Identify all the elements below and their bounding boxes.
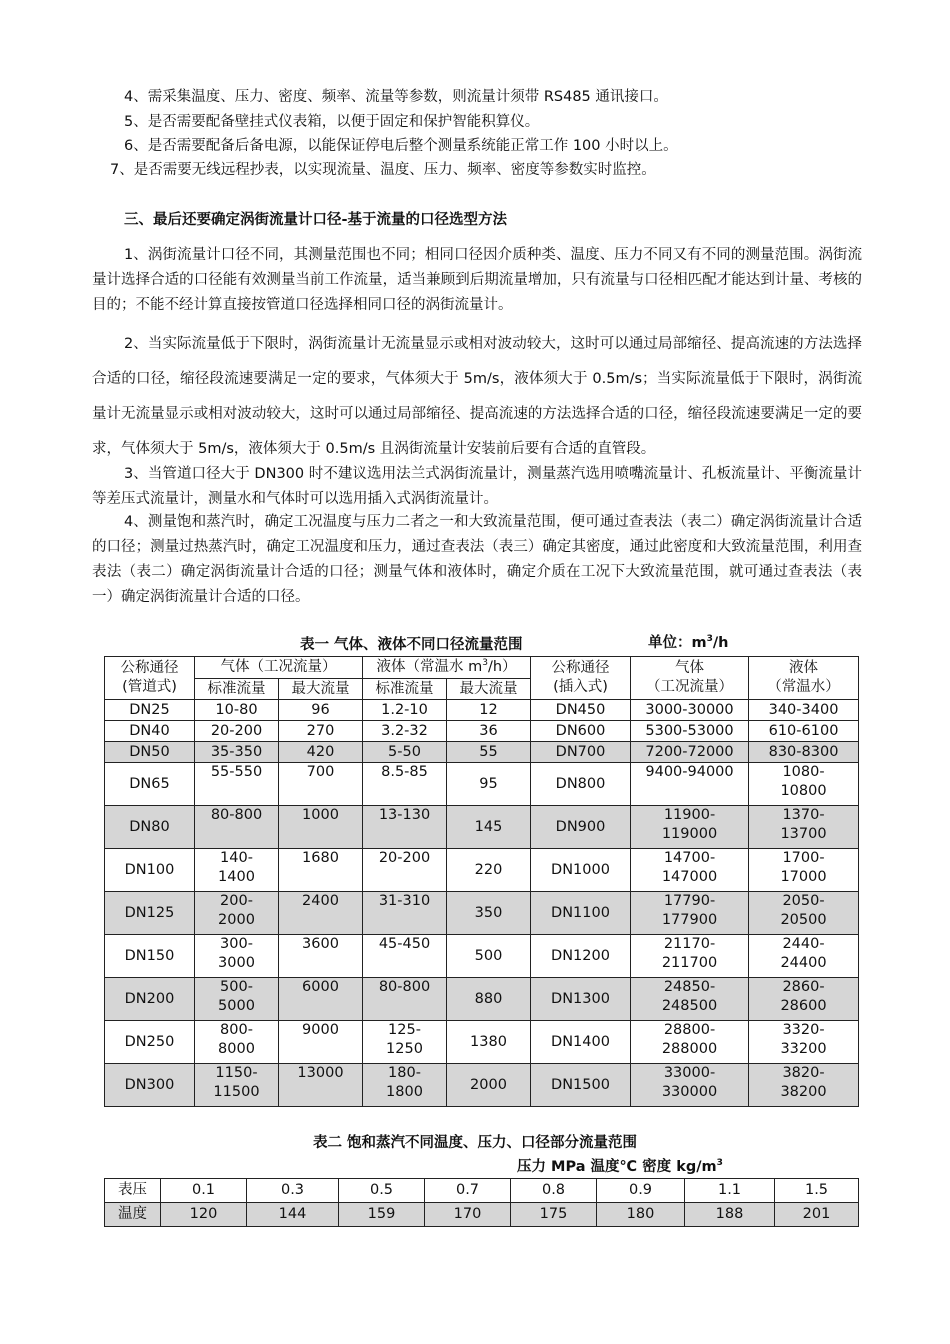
t1-gas-std-line: 55-550 bbox=[210, 764, 263, 780]
t1-liq-insert bbox=[749, 1064, 859, 1107]
t1-header-liq2 bbox=[749, 657, 859, 700]
t1-header-liquid-pre: 液体（常温水 m bbox=[376, 659, 483, 675]
t1-gas-insert-line: 211700 bbox=[661, 955, 718, 971]
t2-cell: 1.5 bbox=[775, 1179, 859, 1203]
t1-gas-insert bbox=[631, 700, 749, 721]
t1-dn-insert: DN1300 bbox=[531, 978, 631, 1021]
t1-dn: DN150 bbox=[105, 935, 195, 978]
t1-liq-insert-line: 610-6100 bbox=[768, 722, 839, 739]
t1-header-dn-l1: 公称通径 bbox=[120, 660, 179, 676]
t1-gas-std bbox=[195, 1021, 279, 1064]
t1-liq-insert-line: 3320- bbox=[782, 1022, 825, 1038]
paragraph-2: 2、当实际流量低于下限时，涡街流量计无流量显示或相对波动较大，这时可以通过局部缩径、提高流速的方法选择合适的口径，缩径段流速要满足一定的要求，气体须大于 5m/s，液体须大于 0.5m/s；当实际流量低于下限时，涡街流量计无流量显示或相对波动较大，这时可以通过局部缩径、提高流速的方法选择合适的口径，缩径段流速要满足一定的要求，气体须大于 5m/s，液体须大于 0.5m/s 且涡街流量计安装前后要有合适的直管段。 bbox=[92, 336, 862, 457]
table-row bbox=[105, 892, 859, 935]
table2-unit-sup: 3 bbox=[716, 1158, 723, 1169]
t1-liq-insert bbox=[749, 935, 859, 978]
t1-liq-insert-line: 10800 bbox=[780, 783, 827, 799]
t1-liq-insert bbox=[749, 849, 859, 892]
t1-gas-std-line: 20-200 bbox=[210, 722, 263, 739]
t1-liq-std-line: 20-200 bbox=[378, 850, 431, 866]
t1-liq-insert bbox=[749, 742, 859, 763]
t1-liq-std-line: 80-800 bbox=[378, 979, 431, 995]
t1-gas-std-line: 80-800 bbox=[210, 807, 263, 823]
t1-gas-std bbox=[195, 892, 279, 935]
t1-dn: DN25 bbox=[105, 700, 195, 721]
t1-sub-liq-max: 最大流量 bbox=[447, 679, 531, 700]
t1-gas-insert-line: 17790- bbox=[663, 893, 716, 909]
t1-header-gas: 气体（工况流量） bbox=[195, 657, 363, 679]
t1-header-dn-l2: (管道式) bbox=[122, 679, 177, 695]
t2-cell: 0.3 bbox=[247, 1179, 339, 1203]
t1-gas-insert bbox=[631, 892, 749, 935]
t1-liq-std bbox=[363, 978, 447, 1021]
t1-liq-max: 2000 bbox=[447, 1064, 531, 1107]
t1-header-gas2-l1: 气体 bbox=[675, 660, 705, 676]
t1-gas-insert-line: 9400-94000 bbox=[645, 764, 734, 780]
t1-gas-insert-line: 119000 bbox=[661, 826, 718, 842]
t1-sub-gas-std: 标准流量 bbox=[195, 679, 279, 700]
t2-cell: 1.1 bbox=[685, 1179, 775, 1203]
t1-gas-insert-line: 147000 bbox=[661, 869, 718, 885]
t1-gas-max: 6000 bbox=[279, 978, 363, 1021]
table-row bbox=[105, 763, 859, 806]
table2-unit bbox=[517, 1155, 723, 1176]
t1-dn: DN65 bbox=[105, 763, 195, 806]
t1-header-dn2-l2: (插入式) bbox=[553, 679, 608, 695]
t1-liq-std-line: 1.2-10 bbox=[381, 701, 428, 718]
t1-liq-std-line: 13-130 bbox=[378, 807, 431, 823]
t1-gas-std-line: 5000 bbox=[218, 998, 255, 1014]
t1-dn-insert: DN1000 bbox=[531, 849, 631, 892]
table-row bbox=[105, 721, 859, 742]
t1-gas-std bbox=[195, 935, 279, 978]
t1-liq-std bbox=[363, 721, 447, 742]
t1-gas-max: 3600 bbox=[279, 935, 363, 978]
t1-liq-std bbox=[363, 1064, 447, 1107]
t1-gas-max: 1000 bbox=[279, 806, 363, 849]
table1-unit-tail: /h bbox=[712, 635, 729, 651]
t1-gas-insert-line: 33000- bbox=[663, 1065, 716, 1081]
t1-liq-std bbox=[363, 742, 447, 763]
t1-liq-std-line: 1800 bbox=[386, 1084, 423, 1100]
t1-gas-insert bbox=[631, 763, 749, 806]
t1-liq-std bbox=[363, 806, 447, 849]
t2-cell: 180 bbox=[597, 1203, 685, 1227]
t1-liq-std bbox=[363, 849, 447, 892]
t1-liq-insert bbox=[749, 700, 859, 721]
t1-gas-insert-line: 11900- bbox=[663, 807, 716, 823]
t1-liq-std-line: 31-310 bbox=[378, 893, 431, 909]
paragraph-1: 1、涡街流量计口径不同，其测量范围也不同；相同口径因介质种类、温度、压力不同又有不同的测量范围。涡街流量计选择合适的口径能有效测量当前工作流量，适当兼顾到后期流量增加，只有流量与口径相匹配才能达到计量、考核的目的；不能不经计算直接按管道口径选择相同口径的涡街流量计。 bbox=[92, 247, 862, 313]
t1-liq-std bbox=[363, 1021, 447, 1064]
t1-liq-insert-line: 20500 bbox=[780, 912, 827, 928]
t1-liq-std-line: 8.5-85 bbox=[381, 764, 428, 780]
t1-dn: DN125 bbox=[105, 892, 195, 935]
t1-gas-insert-line: 14700- bbox=[663, 850, 716, 866]
t1-gas-max: 13000 bbox=[279, 1064, 363, 1107]
t1-gas-std-line: 800- bbox=[220, 1022, 253, 1038]
t1-gas-max: 1680 bbox=[279, 849, 363, 892]
t2-cell: 0.5 bbox=[339, 1179, 425, 1203]
t1-gas-insert bbox=[631, 978, 749, 1021]
t1-gas-std bbox=[195, 978, 279, 1021]
t2-cell: 175 bbox=[511, 1203, 597, 1227]
t1-liq-insert-line: 33200 bbox=[780, 1041, 827, 1057]
t1-liq-std bbox=[363, 700, 447, 721]
t2-cell: 144 bbox=[247, 1203, 339, 1227]
t1-gas-std-line: 300- bbox=[220, 936, 253, 952]
t1-gas-std-line: 500- bbox=[220, 979, 253, 995]
t1-dn-insert: DN450 bbox=[531, 700, 631, 721]
t1-dn: DN80 bbox=[105, 806, 195, 849]
table-row bbox=[105, 935, 859, 978]
table-row bbox=[105, 1203, 859, 1227]
t1-dn-insert: DN800 bbox=[531, 763, 631, 806]
t1-gas-max: 9000 bbox=[279, 1021, 363, 1064]
t1-gas-std bbox=[195, 1064, 279, 1107]
t1-gas-max: 420 bbox=[279, 742, 363, 763]
table1-unit-sup: 3 bbox=[706, 634, 713, 645]
top-item-4: 4、需采集温度、压力、密度、频率、流量等参数，则流量计须带 RS485 通讯接口。 bbox=[124, 89, 668, 105]
table-row bbox=[105, 849, 859, 892]
t1-liq-insert-line: 830-8300 bbox=[768, 743, 839, 760]
t1-liq-insert-line: 2440- bbox=[782, 936, 825, 952]
top-item-6: 6、是否需要配备后备电源，以能保证停电后整个测量系统能正常工作 100 小时以上。 bbox=[124, 138, 678, 154]
t2-cell: 0.8 bbox=[511, 1179, 597, 1203]
t1-header-liquid bbox=[363, 657, 531, 679]
t1-liq-std-line: 180- bbox=[388, 1065, 421, 1081]
t1-header-liq2-l1: 液体 bbox=[789, 660, 819, 676]
t1-liq-max: 500 bbox=[447, 935, 531, 978]
t1-gas-std bbox=[195, 763, 279, 806]
t1-liq-insert bbox=[749, 892, 859, 935]
t1-liq-std bbox=[363, 892, 447, 935]
t1-liq-insert-line: 3820- bbox=[782, 1065, 825, 1081]
t2-cell: 201 bbox=[775, 1203, 859, 1227]
t1-header-dn bbox=[105, 657, 195, 700]
t1-dn-insert: DN600 bbox=[531, 721, 631, 742]
t1-gas-insert bbox=[631, 721, 749, 742]
t1-gas-max: 96 bbox=[279, 700, 363, 721]
table-row bbox=[105, 978, 859, 1021]
t1-gas-insert bbox=[631, 1064, 749, 1107]
t1-dn-insert: DN1200 bbox=[531, 935, 631, 978]
table2-caption: 表二 饱和蒸汽不同温度、压力、口径部分流量范围 bbox=[313, 1135, 638, 1151]
t1-header-dn2-l1: 公称通径 bbox=[551, 660, 610, 676]
table1-unit-label: 单位：m bbox=[648, 635, 707, 651]
t1-gas-std bbox=[195, 721, 279, 742]
t1-gas-insert-line: 24850- bbox=[663, 979, 716, 995]
t1-header-liquid-sup: 3 bbox=[482, 658, 488, 669]
t1-gas-std-line: 1150- bbox=[215, 1065, 258, 1081]
t1-gas-std-line: 140- bbox=[220, 850, 253, 866]
t1-liq-std-line: 125- bbox=[388, 1022, 421, 1038]
t1-liq-insert-line: 17000 bbox=[780, 869, 827, 885]
t1-liq-insert-line: 2860- bbox=[782, 979, 825, 995]
t1-liq-max: 55 bbox=[447, 742, 531, 763]
paragraph-4: 4、测量饱和蒸汽时，确定工况温度与压力二者之一和大致流量范围，便可通过查表法（表二）确定涡街流量计合适的口径；测量过热蒸汽时，确定工况温度和压力，通过查表法（表三）确定其密度，通过此密度和大致流量范围，利用查表法（表二）确定涡街流量计合适的口径；测量气体和液体时，确定介质在工况下大致流量范围，就可通过查表法（表一）确定涡街流量计合适的口径。 bbox=[92, 514, 862, 605]
t2-row-label: 表压 bbox=[105, 1179, 161, 1203]
t1-liq-std bbox=[363, 935, 447, 978]
t1-liq-max: 880 bbox=[447, 978, 531, 1021]
t1-gas-insert bbox=[631, 935, 749, 978]
t2-cell: 170 bbox=[425, 1203, 511, 1227]
t1-gas-std bbox=[195, 806, 279, 849]
t2-cell: 188 bbox=[685, 1203, 775, 1227]
table-row bbox=[105, 1179, 859, 1203]
t1-dn-insert: DN700 bbox=[531, 742, 631, 763]
t1-gas-insert bbox=[631, 849, 749, 892]
t1-gas-std-line: 10-80 bbox=[215, 701, 258, 718]
t1-dn: DN50 bbox=[105, 742, 195, 763]
paragraph-3: 3、当管道口径大于 DN300 时不建议选用法兰式涡街流量计，测量蒸汽选用喷嘴流量计、孔板流量计、平衡流量计等差压式流量计，测量水和气体时可以选用插入式涡街流量计。 bbox=[92, 466, 862, 507]
t1-liq-std bbox=[363, 763, 447, 806]
t1-header-dn2 bbox=[531, 657, 631, 700]
t1-gas-std-line: 1400 bbox=[218, 869, 255, 885]
t1-header-liquid-post: /h） bbox=[487, 659, 517, 675]
t1-header-gas2 bbox=[631, 657, 749, 700]
t1-liq-max: 12 bbox=[447, 700, 531, 721]
t1-liq-max: 145 bbox=[447, 806, 531, 849]
t1-dn: DN300 bbox=[105, 1064, 195, 1107]
t1-liq-insert-line: 28600 bbox=[780, 998, 827, 1014]
t1-liq-max: 1380 bbox=[447, 1021, 531, 1064]
t1-gas-insert bbox=[631, 742, 749, 763]
table-row bbox=[105, 742, 859, 763]
t1-gas-std-line: 35-350 bbox=[210, 743, 263, 760]
t1-gas-std-line: 3000 bbox=[218, 955, 255, 971]
t1-sub-liq-std: 标准流量 bbox=[363, 679, 447, 700]
t1-dn-insert: DN1100 bbox=[531, 892, 631, 935]
t1-liq-std-line: 1250 bbox=[386, 1041, 423, 1057]
t1-dn-insert: DN1400 bbox=[531, 1021, 631, 1064]
t1-liq-max: 36 bbox=[447, 721, 531, 742]
t1-dn: DN100 bbox=[105, 849, 195, 892]
t1-liq-insert-line: 13700 bbox=[780, 826, 827, 842]
t1-liq-insert bbox=[749, 1021, 859, 1064]
t2-cell: 0.9 bbox=[597, 1179, 685, 1203]
t1-liq-max: 350 bbox=[447, 892, 531, 935]
t1-gas-insert bbox=[631, 1021, 749, 1064]
t1-gas-insert-line: 288000 bbox=[661, 1041, 718, 1057]
t1-liq-insert bbox=[749, 806, 859, 849]
t2-row-label: 温度 bbox=[105, 1203, 161, 1227]
t1-gas-max: 2400 bbox=[279, 892, 363, 935]
t2-cell: 159 bbox=[339, 1203, 425, 1227]
t1-gas-std-line: 200- bbox=[220, 893, 253, 909]
t1-header-gas2-l2: （工况流量） bbox=[646, 679, 734, 695]
t1-dn-insert: DN900 bbox=[531, 806, 631, 849]
t1-gas-insert-line: 5300-53000 bbox=[645, 722, 734, 739]
t1-gas-insert-line: 248500 bbox=[661, 998, 718, 1014]
t1-gas-insert-line: 7200-72000 bbox=[645, 743, 734, 760]
t2-cell: 0.7 bbox=[425, 1179, 511, 1203]
t1-gas-insert-line: 3000-30000 bbox=[645, 701, 734, 718]
t1-gas-max: 700 bbox=[279, 763, 363, 806]
t1-gas-insert-line: 177900 bbox=[661, 912, 718, 928]
t1-header-liq2-l2: （常温水） bbox=[767, 679, 840, 695]
t1-liq-insert-line: 24400 bbox=[780, 955, 827, 971]
t1-liq-std-line: 3.2-32 bbox=[381, 722, 428, 739]
t1-dn-insert: DN1500 bbox=[531, 1064, 631, 1107]
t1-liq-insert-line: 1700- bbox=[782, 850, 825, 866]
t1-gas-insert bbox=[631, 806, 749, 849]
table1-caption: 表一 气体、液体不同口径流量范围 bbox=[300, 637, 523, 653]
t1-liq-insert bbox=[749, 763, 859, 806]
t1-liq-insert bbox=[749, 978, 859, 1021]
t2-cell: 0.1 bbox=[161, 1179, 247, 1203]
t1-liq-insert-line: 340-3400 bbox=[768, 701, 839, 718]
t1-liq-std-line: 5-50 bbox=[388, 743, 421, 760]
t1-gas-std-line: 8000 bbox=[218, 1041, 255, 1057]
table1-unit bbox=[648, 631, 729, 652]
t1-gas-std-line: 2000 bbox=[218, 912, 255, 928]
t1-gas-std bbox=[195, 700, 279, 721]
table-row bbox=[105, 700, 859, 721]
t1-liq-max: 95 bbox=[447, 763, 531, 806]
t1-gas-std bbox=[195, 849, 279, 892]
t1-liq-insert-line: 2050- bbox=[782, 893, 825, 909]
table1 bbox=[104, 656, 859, 1107]
t1-liq-max: 220 bbox=[447, 849, 531, 892]
t1-sub-gas-max: 最大流量 bbox=[279, 679, 363, 700]
table2-unit-label: 压力 MPa 温度℃ 密度 kg/m bbox=[517, 1159, 717, 1175]
top-item-7: 7、是否需要无线远程抄表，以实现流量、温度、压力、频率、密度等参数实时监控。 bbox=[110, 162, 656, 178]
top-item-5: 5、是否需要配备壁挂式仪表箱，以便于固定和保护智能积算仪。 bbox=[124, 114, 540, 130]
t1-liq-insert-line: 38200 bbox=[780, 1084, 827, 1100]
t1-gas-insert-line: 21170- bbox=[663, 936, 716, 952]
table-row bbox=[105, 1021, 859, 1064]
t1-gas-insert-line: 330000 bbox=[661, 1084, 718, 1100]
table-row bbox=[105, 806, 859, 849]
table-row bbox=[105, 1064, 859, 1107]
t2-cell: 120 bbox=[161, 1203, 247, 1227]
t1-dn: DN250 bbox=[105, 1021, 195, 1064]
t1-gas-std bbox=[195, 742, 279, 763]
table2 bbox=[104, 1178, 859, 1227]
t1-liq-insert bbox=[749, 721, 859, 742]
t1-gas-std-line: 11500 bbox=[213, 1084, 260, 1100]
t1-liq-insert-line: 1370- bbox=[782, 807, 825, 823]
section-heading: 三、最后还要确定涡街流量计口径-基于流量的口径选型方法 bbox=[124, 212, 508, 228]
t1-gas-insert-line: 28800- bbox=[663, 1022, 716, 1038]
t1-liq-std-line: 45-450 bbox=[378, 936, 431, 952]
t1-liq-insert-line: 1080- bbox=[782, 764, 825, 780]
t1-gas-max: 270 bbox=[279, 721, 363, 742]
t1-dn: DN200 bbox=[105, 978, 195, 1021]
t1-dn: DN40 bbox=[105, 721, 195, 742]
